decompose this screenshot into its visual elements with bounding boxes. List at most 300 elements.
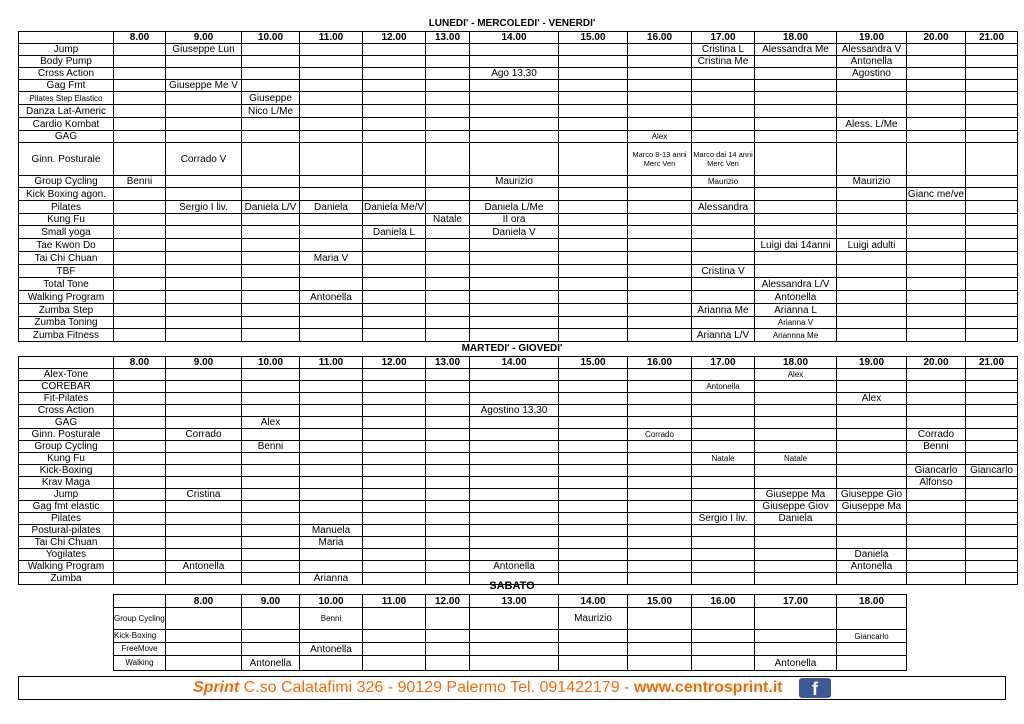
schedule-cell bbox=[242, 131, 300, 143]
schedule-cell bbox=[300, 265, 363, 278]
table-row bbox=[19, 501, 1018, 513]
schedule-cell bbox=[837, 265, 907, 278]
schedule-cell bbox=[966, 537, 1018, 549]
schedule-cell bbox=[114, 453, 166, 465]
schedule-cell bbox=[363, 92, 426, 105]
schedule-cell bbox=[628, 656, 692, 671]
schedule-cell bbox=[426, 393, 470, 405]
schedule-cell bbox=[363, 477, 426, 489]
schedule-cell bbox=[907, 453, 966, 465]
schedule-cell bbox=[559, 501, 628, 513]
schedule-cell bbox=[628, 501, 692, 513]
schedule-cell bbox=[470, 537, 559, 549]
schedule-cell bbox=[114, 393, 166, 405]
schedule-cell bbox=[692, 549, 755, 561]
schedule-cell: Arianna V bbox=[755, 317, 837, 329]
schedule-cell: Arianna L bbox=[755, 304, 837, 317]
schedule-cell bbox=[426, 630, 470, 643]
schedule-cell bbox=[426, 656, 470, 671]
schedule-cell bbox=[114, 477, 166, 489]
schedule-cell: Giancarlo bbox=[837, 630, 907, 643]
activity-name: Pilates bbox=[19, 201, 114, 214]
table-row bbox=[19, 201, 1018, 214]
facebook-icon[interactable]: f bbox=[799, 678, 831, 698]
schedule-cell bbox=[559, 561, 628, 573]
schedule-cell bbox=[966, 214, 1018, 226]
table-row bbox=[19, 226, 1018, 239]
schedule-cell bbox=[363, 265, 426, 278]
schedule-cell bbox=[426, 131, 470, 143]
schedule-cell bbox=[755, 608, 837, 630]
schedule-cell bbox=[837, 291, 907, 304]
schedule-cell: Alex bbox=[755, 369, 837, 381]
schedule-cell: Maria bbox=[300, 537, 363, 549]
schedule-cell bbox=[837, 317, 907, 329]
schedule-cell bbox=[628, 265, 692, 278]
activity-name: FreeMove bbox=[114, 643, 166, 656]
schedule-cell bbox=[966, 226, 1018, 239]
schedule-cell bbox=[363, 417, 426, 429]
schedule-sabato bbox=[113, 594, 907, 671]
schedule-cell bbox=[837, 80, 907, 92]
schedule-cell bbox=[300, 630, 363, 643]
schedule-cell bbox=[166, 118, 242, 131]
schedule-cell bbox=[363, 105, 426, 118]
schedule-cell bbox=[966, 405, 1018, 417]
schedule-cell bbox=[470, 489, 559, 501]
header-corner bbox=[19, 357, 114, 369]
activity-name: Tae Kwon Do bbox=[19, 239, 114, 252]
schedule-cell: Natale bbox=[426, 214, 470, 226]
schedule-cell: Benni bbox=[300, 608, 363, 630]
schedule-cell bbox=[966, 131, 1018, 143]
schedule-cell bbox=[166, 656, 242, 671]
schedule-cell bbox=[166, 68, 242, 80]
schedule-cell bbox=[755, 80, 837, 92]
schedule-cell: Giuseppe Gio bbox=[837, 489, 907, 501]
table-row bbox=[114, 608, 907, 630]
schedule-cell bbox=[114, 441, 166, 453]
schedule-cell bbox=[692, 291, 755, 304]
schedule-cell bbox=[755, 405, 837, 417]
schedule-cell: Maurizio bbox=[692, 176, 755, 188]
schedule-cell bbox=[966, 429, 1018, 441]
schedule-cell bbox=[559, 176, 628, 188]
schedule-cell bbox=[363, 44, 426, 56]
schedule-cell bbox=[114, 44, 166, 56]
schedule-cell bbox=[907, 143, 966, 176]
schedule-cell bbox=[837, 226, 907, 239]
website-link[interactable]: www.centrosprint.it bbox=[633, 679, 783, 696]
activity-name: Cross Action bbox=[19, 405, 114, 417]
schedule-cell bbox=[966, 513, 1018, 525]
schedule-cell bbox=[166, 291, 242, 304]
schedule-cell bbox=[114, 278, 166, 291]
schedule-cell bbox=[966, 369, 1018, 381]
schedule-cell bbox=[242, 252, 300, 265]
schedule-cell bbox=[559, 429, 628, 441]
schedule-cell bbox=[907, 68, 966, 80]
schedule-cell bbox=[837, 525, 907, 537]
schedule-cell bbox=[300, 44, 363, 56]
header-corner bbox=[114, 595, 166, 608]
schedule-cell bbox=[559, 80, 628, 92]
schedule-cell bbox=[837, 608, 907, 630]
schedule-cell: Benni bbox=[242, 441, 300, 453]
schedule-cell bbox=[166, 239, 242, 252]
schedule-cell bbox=[166, 393, 242, 405]
schedule-cell bbox=[907, 513, 966, 525]
schedule-cell bbox=[426, 465, 470, 477]
schedule-cell bbox=[628, 201, 692, 214]
schedule-cell bbox=[114, 252, 166, 265]
schedule-cell bbox=[470, 143, 559, 176]
hour-header: 11.00 bbox=[363, 595, 426, 608]
schedule-cell bbox=[837, 278, 907, 291]
table-row bbox=[19, 105, 1018, 118]
schedule-cell bbox=[907, 201, 966, 214]
schedule-cell bbox=[907, 278, 966, 291]
schedule-cell bbox=[242, 513, 300, 525]
schedule-cell bbox=[837, 329, 907, 342]
schedule-cell bbox=[628, 561, 692, 573]
schedule-cell bbox=[114, 226, 166, 239]
activity-name: Body Pump bbox=[19, 56, 114, 68]
schedule-cell bbox=[363, 80, 426, 92]
schedule-cell: Marco dai 14 anni Merc Ven bbox=[692, 143, 755, 176]
schedule-cell bbox=[300, 317, 363, 329]
schedule-cell bbox=[692, 429, 755, 441]
schedule-cell bbox=[114, 489, 166, 501]
schedule-cell bbox=[755, 393, 837, 405]
hour-header: 18.00 bbox=[837, 595, 907, 608]
schedule-cell bbox=[363, 188, 426, 201]
schedule-cell bbox=[114, 118, 166, 131]
schedule-cell bbox=[426, 105, 470, 118]
schedule-cell bbox=[755, 477, 837, 489]
schedule-cell bbox=[628, 643, 692, 656]
schedule-cell bbox=[559, 201, 628, 214]
table-row bbox=[114, 643, 907, 656]
schedule-cell bbox=[966, 525, 1018, 537]
schedule-cell bbox=[966, 201, 1018, 214]
schedule-cell bbox=[837, 143, 907, 176]
schedule-cell bbox=[300, 465, 363, 477]
schedule-cell bbox=[114, 131, 166, 143]
schedule-cell bbox=[114, 369, 166, 381]
table-row bbox=[19, 393, 1018, 405]
schedule-cell bbox=[300, 381, 363, 393]
schedule-cell bbox=[559, 188, 628, 201]
table-row bbox=[19, 549, 1018, 561]
table-row bbox=[19, 44, 1018, 56]
schedule-cell bbox=[837, 513, 907, 525]
schedule-cell bbox=[426, 252, 470, 265]
schedule-cell bbox=[907, 549, 966, 561]
schedule-cell bbox=[363, 561, 426, 573]
schedule-cell bbox=[426, 453, 470, 465]
schedule-cell bbox=[692, 477, 755, 489]
schedule-cell bbox=[470, 252, 559, 265]
schedule-cell bbox=[755, 549, 837, 561]
schedule-cell bbox=[242, 369, 300, 381]
schedule-cell bbox=[166, 278, 242, 291]
schedule-cell bbox=[966, 278, 1018, 291]
activity-name: Ginn. Posturale bbox=[19, 429, 114, 441]
schedule-cell: Maurizio bbox=[470, 176, 559, 188]
schedule-cell bbox=[692, 105, 755, 118]
schedule-cell bbox=[114, 317, 166, 329]
schedule-cell bbox=[114, 465, 166, 477]
schedule-cell bbox=[363, 291, 426, 304]
schedule-cell bbox=[166, 405, 242, 417]
schedule-cell bbox=[242, 630, 300, 643]
schedule-cell: Maria V bbox=[300, 252, 363, 265]
schedule-cell bbox=[907, 44, 966, 56]
schedule-cell: Antonella bbox=[470, 561, 559, 573]
schedule-cell bbox=[907, 489, 966, 501]
schedule-cell bbox=[559, 656, 628, 671]
schedule-cell bbox=[559, 630, 628, 643]
schedule-cell bbox=[559, 525, 628, 537]
schedule-cell bbox=[470, 513, 559, 525]
schedule-cell bbox=[692, 525, 755, 537]
schedule-cell: Corrado V bbox=[166, 143, 242, 176]
schedule-cell bbox=[166, 214, 242, 226]
schedule-cell bbox=[470, 477, 559, 489]
schedule-cell bbox=[628, 252, 692, 265]
table-row bbox=[19, 265, 1018, 278]
schedule-cell bbox=[907, 131, 966, 143]
schedule-cell bbox=[300, 329, 363, 342]
schedule-cell bbox=[628, 549, 692, 561]
schedule-cell bbox=[363, 317, 426, 329]
schedule-cell bbox=[242, 393, 300, 405]
schedule-cell bbox=[426, 405, 470, 417]
schedule-cell bbox=[966, 381, 1018, 393]
schedule-cell bbox=[628, 214, 692, 226]
schedule-cell bbox=[242, 80, 300, 92]
schedule-cell bbox=[242, 608, 300, 630]
schedule-cell bbox=[966, 143, 1018, 176]
schedule-cell bbox=[300, 214, 363, 226]
schedule-cell bbox=[114, 56, 166, 68]
schedule-cell bbox=[837, 92, 907, 105]
activity-name: Postural-pilates bbox=[19, 525, 114, 537]
schedule-cell bbox=[559, 537, 628, 549]
schedule-cell bbox=[114, 329, 166, 342]
schedule-cell bbox=[966, 417, 1018, 429]
table-row bbox=[19, 453, 1018, 465]
schedule-cell bbox=[242, 176, 300, 188]
schedule-cell bbox=[363, 608, 426, 630]
schedule-cell bbox=[300, 304, 363, 317]
schedule-cell bbox=[559, 317, 628, 329]
schedule-cell bbox=[628, 537, 692, 549]
schedule-cell bbox=[755, 381, 837, 393]
schedule-cell: Maurizio bbox=[559, 608, 628, 630]
schedule-cell bbox=[628, 608, 692, 630]
schedule-cell bbox=[628, 188, 692, 201]
schedule-cell bbox=[755, 188, 837, 201]
schedule-cell bbox=[559, 92, 628, 105]
hour-header: 19.00 bbox=[837, 357, 907, 369]
schedule-cell bbox=[363, 68, 426, 80]
schedule-cell bbox=[907, 252, 966, 265]
schedule-cell: Agostino bbox=[837, 68, 907, 80]
schedule-cell bbox=[363, 465, 426, 477]
schedule-cell bbox=[300, 131, 363, 143]
schedule-cell bbox=[114, 188, 166, 201]
schedule-cell bbox=[692, 537, 755, 549]
activity-name: Group Cycling bbox=[19, 176, 114, 188]
schedule-cell bbox=[692, 561, 755, 573]
schedule-cell bbox=[470, 131, 559, 143]
schedule-cell bbox=[559, 513, 628, 525]
schedule-cell bbox=[755, 630, 837, 643]
schedule-cell bbox=[907, 304, 966, 317]
schedule-cell bbox=[470, 80, 559, 92]
hour-header: 12.00 bbox=[363, 32, 426, 44]
schedule-cell bbox=[628, 80, 692, 92]
schedule-cell bbox=[470, 278, 559, 291]
schedule-cell bbox=[426, 92, 470, 105]
schedule-cell bbox=[426, 201, 470, 214]
schedule-cell bbox=[837, 656, 907, 671]
schedule-cell bbox=[166, 643, 242, 656]
schedule-cell bbox=[692, 68, 755, 80]
schedule-cell: Daniela Me/V bbox=[363, 201, 425, 213]
table-row bbox=[19, 214, 1018, 226]
schedule-cell bbox=[628, 369, 692, 381]
title-lmv: LUNEDI' - MERCOLEDI' - VENERDI' bbox=[428, 18, 596, 29]
table-row bbox=[19, 429, 1018, 441]
schedule-cell: Giuseppe Giov bbox=[755, 501, 837, 513]
hour-header: 14.00 bbox=[559, 595, 628, 608]
schedule-cell bbox=[300, 68, 363, 80]
schedule-cell bbox=[114, 537, 166, 549]
schedule-cell bbox=[692, 252, 755, 265]
schedule-cell bbox=[363, 381, 426, 393]
hour-header: 15.00 bbox=[559, 32, 628, 44]
schedule-cell bbox=[114, 143, 166, 176]
schedule-cell bbox=[755, 92, 837, 105]
activity-name: Walking bbox=[114, 656, 166, 671]
brand-name: Sprint bbox=[192, 679, 240, 696]
activity-name: Walking Program bbox=[19, 291, 114, 304]
schedule-cell bbox=[166, 608, 242, 630]
schedule-cell bbox=[426, 118, 470, 131]
hour-header: 17.00 bbox=[755, 595, 837, 608]
schedule-cell bbox=[966, 291, 1018, 304]
schedule-cell bbox=[166, 513, 242, 525]
schedule-cell bbox=[907, 417, 966, 429]
schedule-cell bbox=[242, 405, 300, 417]
schedule-cell bbox=[837, 537, 907, 549]
schedule-cell bbox=[363, 489, 426, 501]
table-row bbox=[19, 56, 1018, 68]
schedule-cell: Cristina Me bbox=[692, 56, 755, 68]
schedule-cell: Corrado bbox=[628, 429, 692, 441]
schedule-cell bbox=[755, 252, 837, 265]
schedule-cell bbox=[966, 105, 1018, 118]
schedule-cell bbox=[114, 80, 166, 92]
schedule-cell bbox=[242, 429, 300, 441]
schedule-cell bbox=[692, 608, 755, 630]
schedule-cell: Antonella bbox=[242, 656, 300, 671]
schedule-cell bbox=[470, 44, 559, 56]
hour-header: 9.00 bbox=[166, 32, 242, 44]
schedule-cell bbox=[692, 465, 755, 477]
hour-header: 18.00 bbox=[755, 357, 837, 369]
schedule-cell: Manuela bbox=[300, 525, 363, 537]
schedule-cell: Alessandra L/V bbox=[755, 278, 837, 291]
schedule-mg bbox=[18, 356, 1018, 585]
table-row bbox=[19, 537, 1018, 549]
schedule-cell bbox=[559, 226, 628, 239]
schedule-cell bbox=[470, 393, 559, 405]
schedule-cell bbox=[907, 329, 966, 342]
schedule-cell: Nico L/Me bbox=[242, 105, 300, 118]
schedule-cell bbox=[470, 429, 559, 441]
schedule-cell bbox=[363, 176, 426, 188]
schedule-cell: Daniela L/Me bbox=[470, 201, 559, 214]
schedule-cell bbox=[242, 453, 300, 465]
activity-name: Cardio Kombat bbox=[19, 118, 114, 131]
schedule-cell bbox=[363, 501, 426, 513]
schedule-cell bbox=[363, 143, 426, 176]
schedule-cell bbox=[907, 56, 966, 68]
hour-header: 15.00 bbox=[628, 595, 692, 608]
schedule-cell: Cristina bbox=[166, 489, 242, 501]
schedule-cell: Antonella bbox=[755, 291, 837, 304]
schedule-cell bbox=[300, 429, 363, 441]
schedule-cell bbox=[363, 525, 426, 537]
schedule-cell bbox=[166, 549, 242, 561]
schedule-cell bbox=[114, 304, 166, 317]
schedule-cell bbox=[114, 429, 166, 441]
schedule-cell bbox=[114, 381, 166, 393]
schedule-cell bbox=[559, 465, 628, 477]
schedule-cell: Daniela bbox=[300, 201, 363, 214]
footer-contact bbox=[18, 676, 1006, 700]
table-row bbox=[19, 417, 1018, 429]
schedule-cell bbox=[242, 549, 300, 561]
schedule-cell bbox=[300, 80, 363, 92]
schedule-cell bbox=[628, 291, 692, 304]
schedule-cell bbox=[300, 226, 363, 239]
schedule-cell bbox=[426, 513, 470, 525]
hour-header: 17.00 bbox=[692, 357, 755, 369]
schedule-cell bbox=[363, 656, 426, 671]
schedule-cell bbox=[166, 56, 242, 68]
schedule-cell bbox=[966, 317, 1018, 329]
schedule-cell bbox=[166, 188, 242, 201]
schedule-cell bbox=[242, 278, 300, 291]
schedule-cell bbox=[363, 630, 426, 643]
schedule-cell bbox=[692, 239, 755, 252]
schedule-cell bbox=[692, 278, 755, 291]
schedule-cell: Giancarlo bbox=[966, 465, 1018, 477]
schedule-cell bbox=[837, 417, 907, 429]
schedule-cell bbox=[426, 226, 470, 239]
schedule-cell bbox=[300, 105, 363, 118]
table-row bbox=[19, 477, 1018, 489]
schedule-cell bbox=[242, 477, 300, 489]
activity-name: Group Cycling bbox=[19, 441, 114, 453]
hour-header: 10.00 bbox=[242, 32, 300, 44]
schedule-cell bbox=[300, 278, 363, 291]
